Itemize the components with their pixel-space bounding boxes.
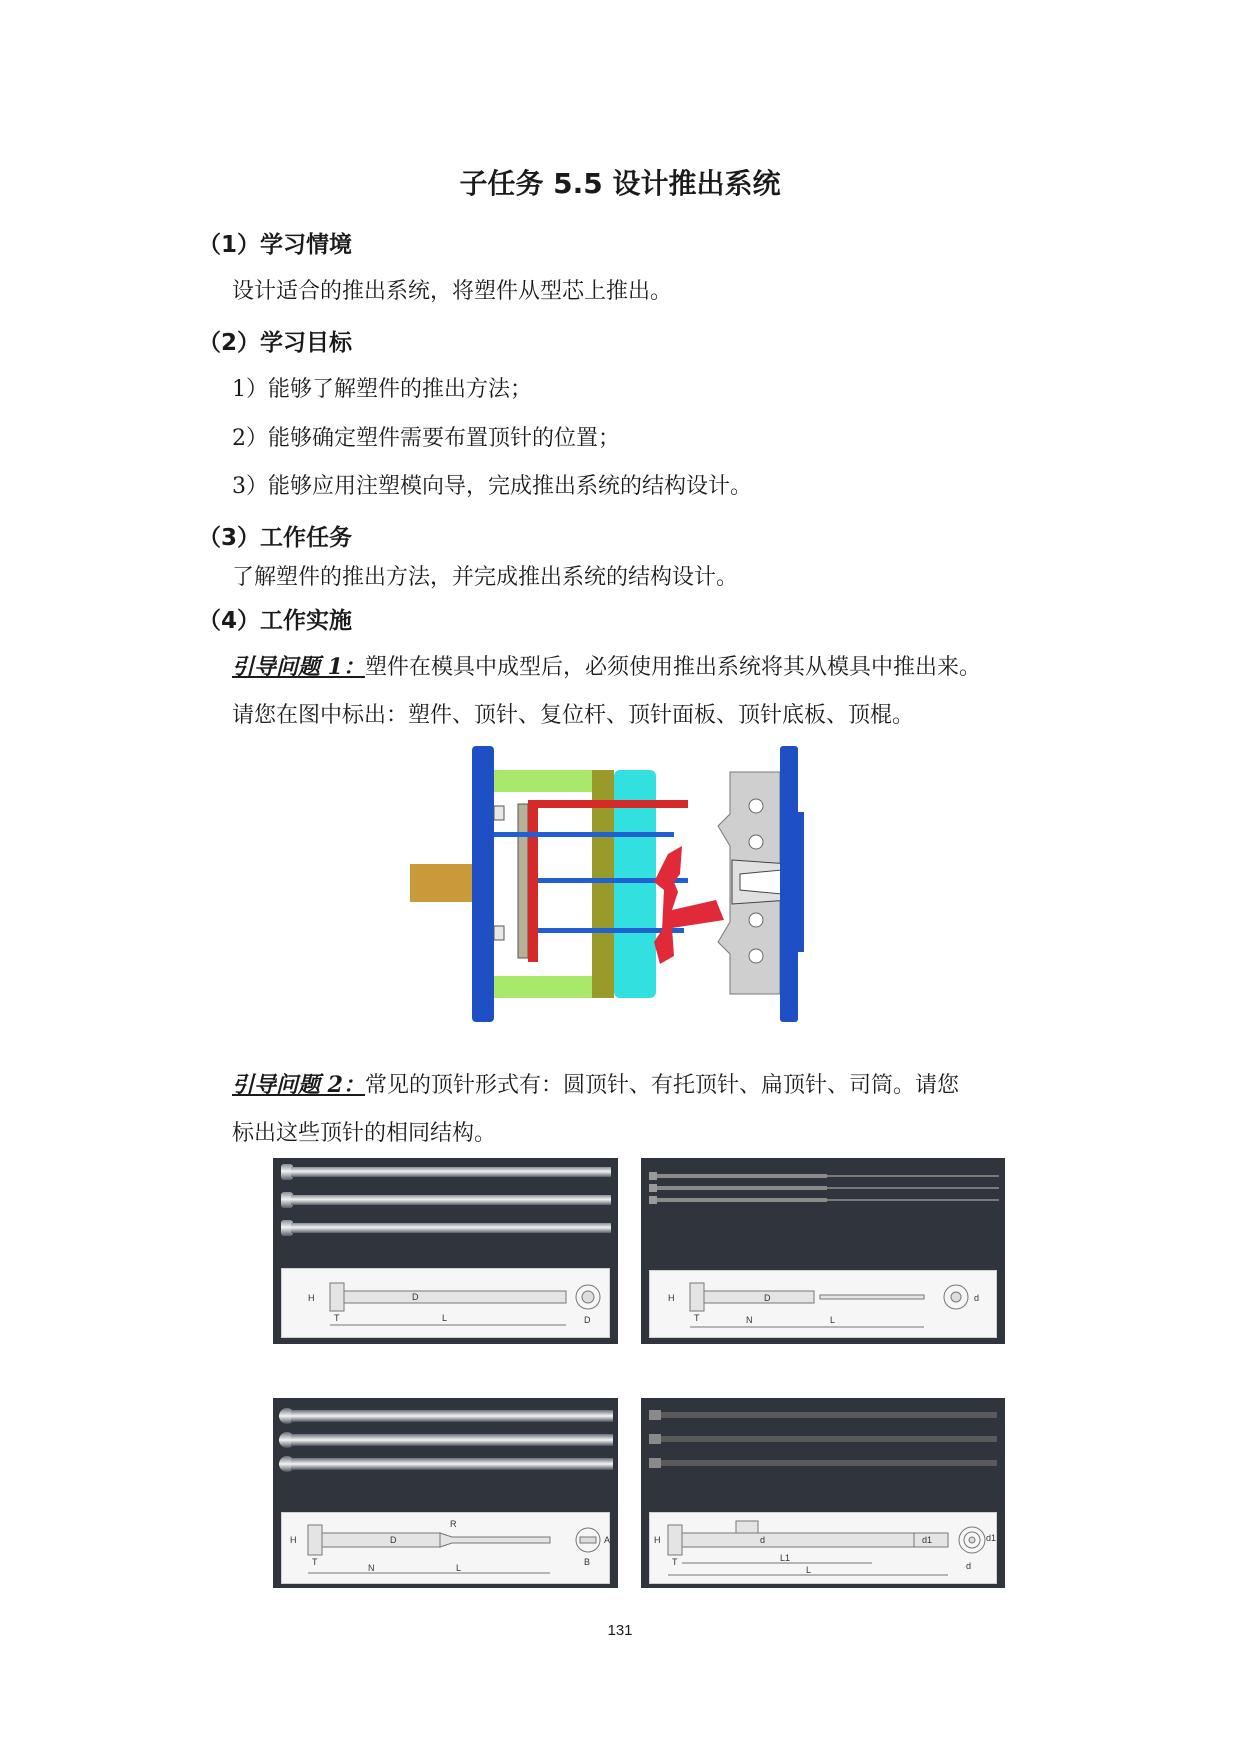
bottom-clamp-plate <box>472 746 494 1022</box>
question-1-label: 引导问题 1： <box>232 654 365 680</box>
dim-label: d1 <box>986 1533 997 1543</box>
spacer-block-bottom <box>494 976 604 998</box>
dim-label: T <box>694 1313 700 1323</box>
dim-label: H <box>290 1535 297 1545</box>
dim-label: D <box>584 1315 591 1325</box>
objective-item: 2）能够确定塑件需要布置顶针的位置； <box>232 426 620 451</box>
dim-label: d <box>974 1293 980 1303</box>
dim-label: H <box>668 1293 675 1303</box>
dim-label: D <box>390 1535 397 1545</box>
ejector-rod <box>410 864 472 902</box>
dim-label: T <box>312 1557 318 1567</box>
dim-label: H <box>308 1293 315 1303</box>
flat-ejector-pin-figure <box>273 1398 618 1588</box>
page-title: 子任务 5.5 设计推出系统 <box>459 167 781 200</box>
round-ejector-pin-figure <box>273 1158 618 1344</box>
dim-label: L <box>456 1563 462 1573</box>
dim-label: T <box>672 1557 678 1567</box>
spacer-block-top <box>494 770 604 792</box>
section-4-heading: （4）工作实施 <box>198 608 353 634</box>
section-3-heading: （3）工作任务 <box>198 525 353 551</box>
ejector-sleeve-figure <box>641 1398 1005 1588</box>
ejector-base-plate <box>518 804 528 958</box>
ejector-retainer-plate <box>528 800 538 962</box>
dim-label: d <box>966 1561 972 1571</box>
question-1-line-1 <box>232 650 981 681</box>
dim-label: N <box>368 1563 375 1573</box>
objective-item: 1）能够了解塑件的推出方法； <box>232 377 532 402</box>
dim-label: T <box>334 1313 340 1323</box>
stepped-ejector-pin-figure <box>641 1158 1005 1344</box>
section-1-heading: （1）学习情境 <box>198 232 353 258</box>
return-pin <box>528 800 688 808</box>
question-1-line-2: 请您在图中标出：塑件、顶针、复位杆、顶针面板、顶针底板、顶棍。 <box>232 703 915 728</box>
mold-ejection-diagram <box>410 742 870 1024</box>
dim-label: L1 <box>780 1553 791 1563</box>
dim-label: B <box>584 1557 591 1567</box>
question-2-text: 常见的顶针形式有：圆顶针、有托顶针、扁顶针、司筒。请您 <box>364 1073 959 1098</box>
question-2-label: 引导问题 2： <box>232 1072 365 1098</box>
section-2-heading: （2）学习目标 <box>198 330 353 356</box>
objective-item: 3）能够应用注塑模向导，完成推出系统的结构设计。 <box>232 474 752 499</box>
top-clamp-plate <box>780 746 798 1022</box>
dim-label: N <box>746 1315 753 1325</box>
page-number: 131 <box>607 1622 633 1639</box>
section-1-text: 设计适合的推出系统，将塑件从型芯上推出。 <box>232 279 673 304</box>
dim-label: L <box>442 1313 448 1323</box>
question-1-text: 塑件在模具中成型后，必须使用推出系统将其从模具中推出来。 <box>364 655 981 680</box>
dim-label: d <box>760 1535 766 1545</box>
dim-label: D <box>764 1293 771 1303</box>
dim-label: d1 <box>922 1535 933 1545</box>
dim-label: R <box>450 1519 457 1529</box>
question-2-line-1 <box>232 1068 959 1099</box>
dim-label: D <box>412 1292 419 1302</box>
dim-label: H <box>654 1535 661 1545</box>
dim-label: A <box>604 1535 611 1545</box>
dim-label: L <box>806 1565 812 1575</box>
ejector-pin <box>494 832 674 837</box>
dim-label: L <box>830 1315 836 1325</box>
question-2-line-2: 标出这些顶针的相同结构。 <box>232 1121 497 1146</box>
section-3-text: 了解塑件的推出方法，并完成推出系统的结构设计。 <box>232 565 739 590</box>
